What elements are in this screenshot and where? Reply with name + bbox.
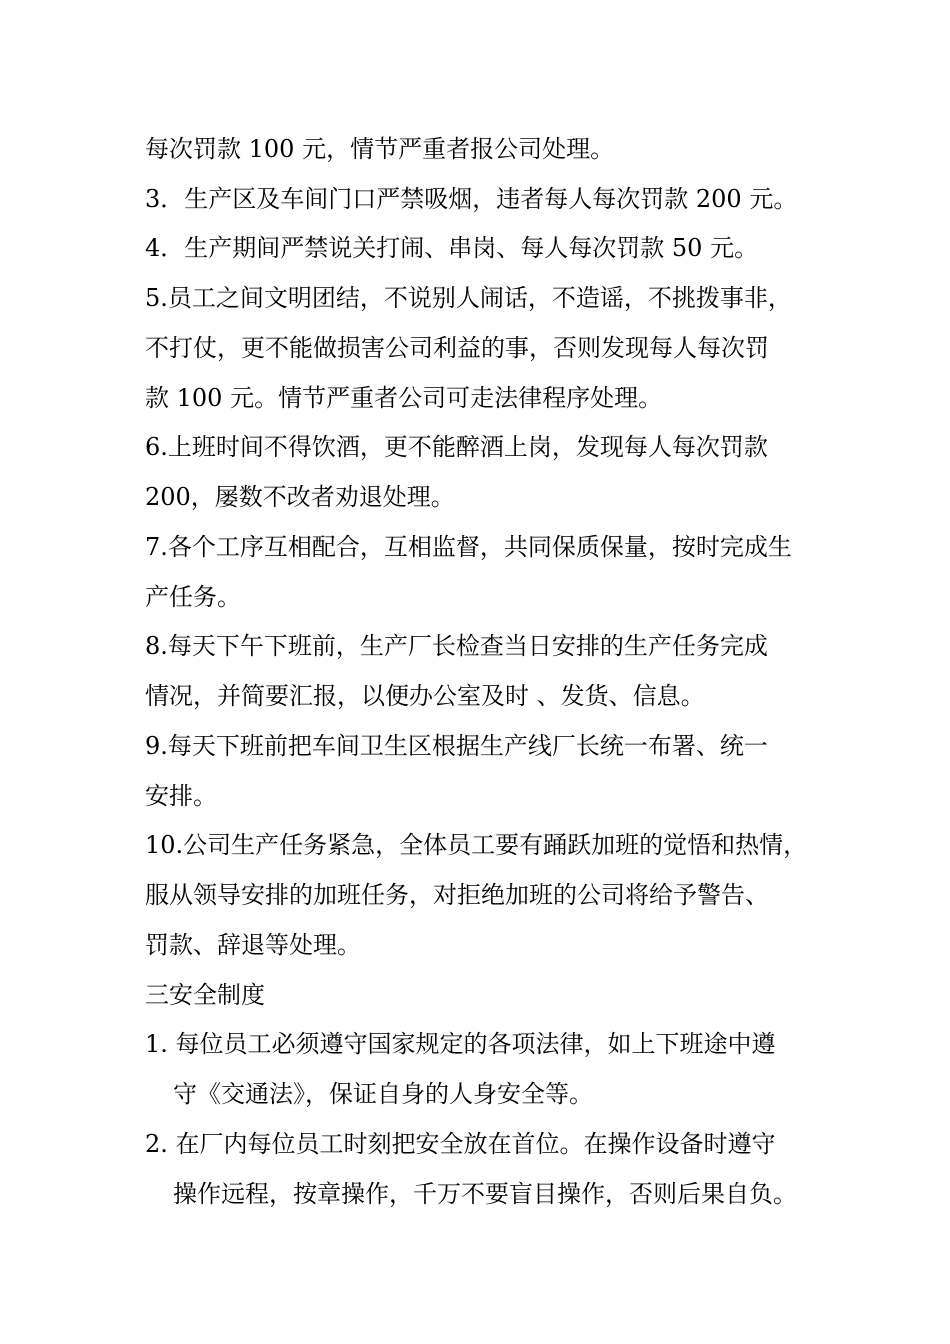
text-line-14: 安排。 — [145, 782, 217, 810]
text-line-19: 1. 每位员工必须遵守国家规定的各项法律，如上下班途中遵 — [145, 1030, 776, 1058]
text-line-17: 罚款、辞退等处理。 — [145, 931, 361, 959]
text-line-22: 操作远程，按章操作，千万不要盲目操作，否则后果自负。 — [173, 1180, 797, 1208]
text-line-5: 不打仗，更不能做损害公司利益的事，否则发现每人每次罚 — [145, 334, 769, 362]
text-line-1: 每次罚款 100 元，情节严重者报公司处理。 — [145, 135, 615, 163]
text-line-16: 服从领导安排的加班任务，对拒绝加班的公司将给予警告、 — [145, 881, 769, 909]
text-line-3: 4．生产期间严禁说关打闹、串岗、每人每次罚款 50 元。 — [145, 234, 759, 262]
text-line-12: 情况，并简要汇报，以便办公室及时 、发货、信息。 — [145, 682, 705, 710]
text-line-11: 8.每天下午下班前，生产厂长检查当日安排的生产任务完成 — [145, 632, 768, 660]
text-line-21: 2. 在厂内每位员工时刻把安全放在首位。在操作设备时遵守 — [145, 1130, 776, 1158]
text-line-10: 产任务。 — [145, 583, 241, 611]
text-line-20: 守《交通法》，保证自身的人身安全等。 — [173, 1080, 593, 1108]
section-heading: 三安全制度 — [145, 981, 265, 1009]
text-line-8: 200，屡数不改者劝退处理。 — [145, 483, 455, 511]
text-line-15: 10.公司生产任务紧急，全体员工要有踊跃加班的觉悟和热情， — [145, 831, 808, 859]
text-line-4: 5.员工之间文明团结，不说别人闹话，不造谣，不挑拨事非， — [145, 284, 792, 312]
text-line-9: 7.各个工序互相配合，互相监督，共同保质保量，按时完成生 — [145, 533, 792, 561]
text-line-6: 款 100 元。情节严重者公司可走法律程序处理。 — [145, 384, 663, 412]
text-line-13: 9.每天下班前把车间卫生区根据生产线厂长统一布署、统一 — [145, 732, 768, 760]
text-line-7: 6.上班时间不得饮酒，更不能醉酒上岗，发现每人每次罚款 — [145, 433, 768, 461]
text-line-2: 3．生产区及车间门口严禁吸烟，违者每人每次罚款 200 元。 — [145, 185, 798, 213]
